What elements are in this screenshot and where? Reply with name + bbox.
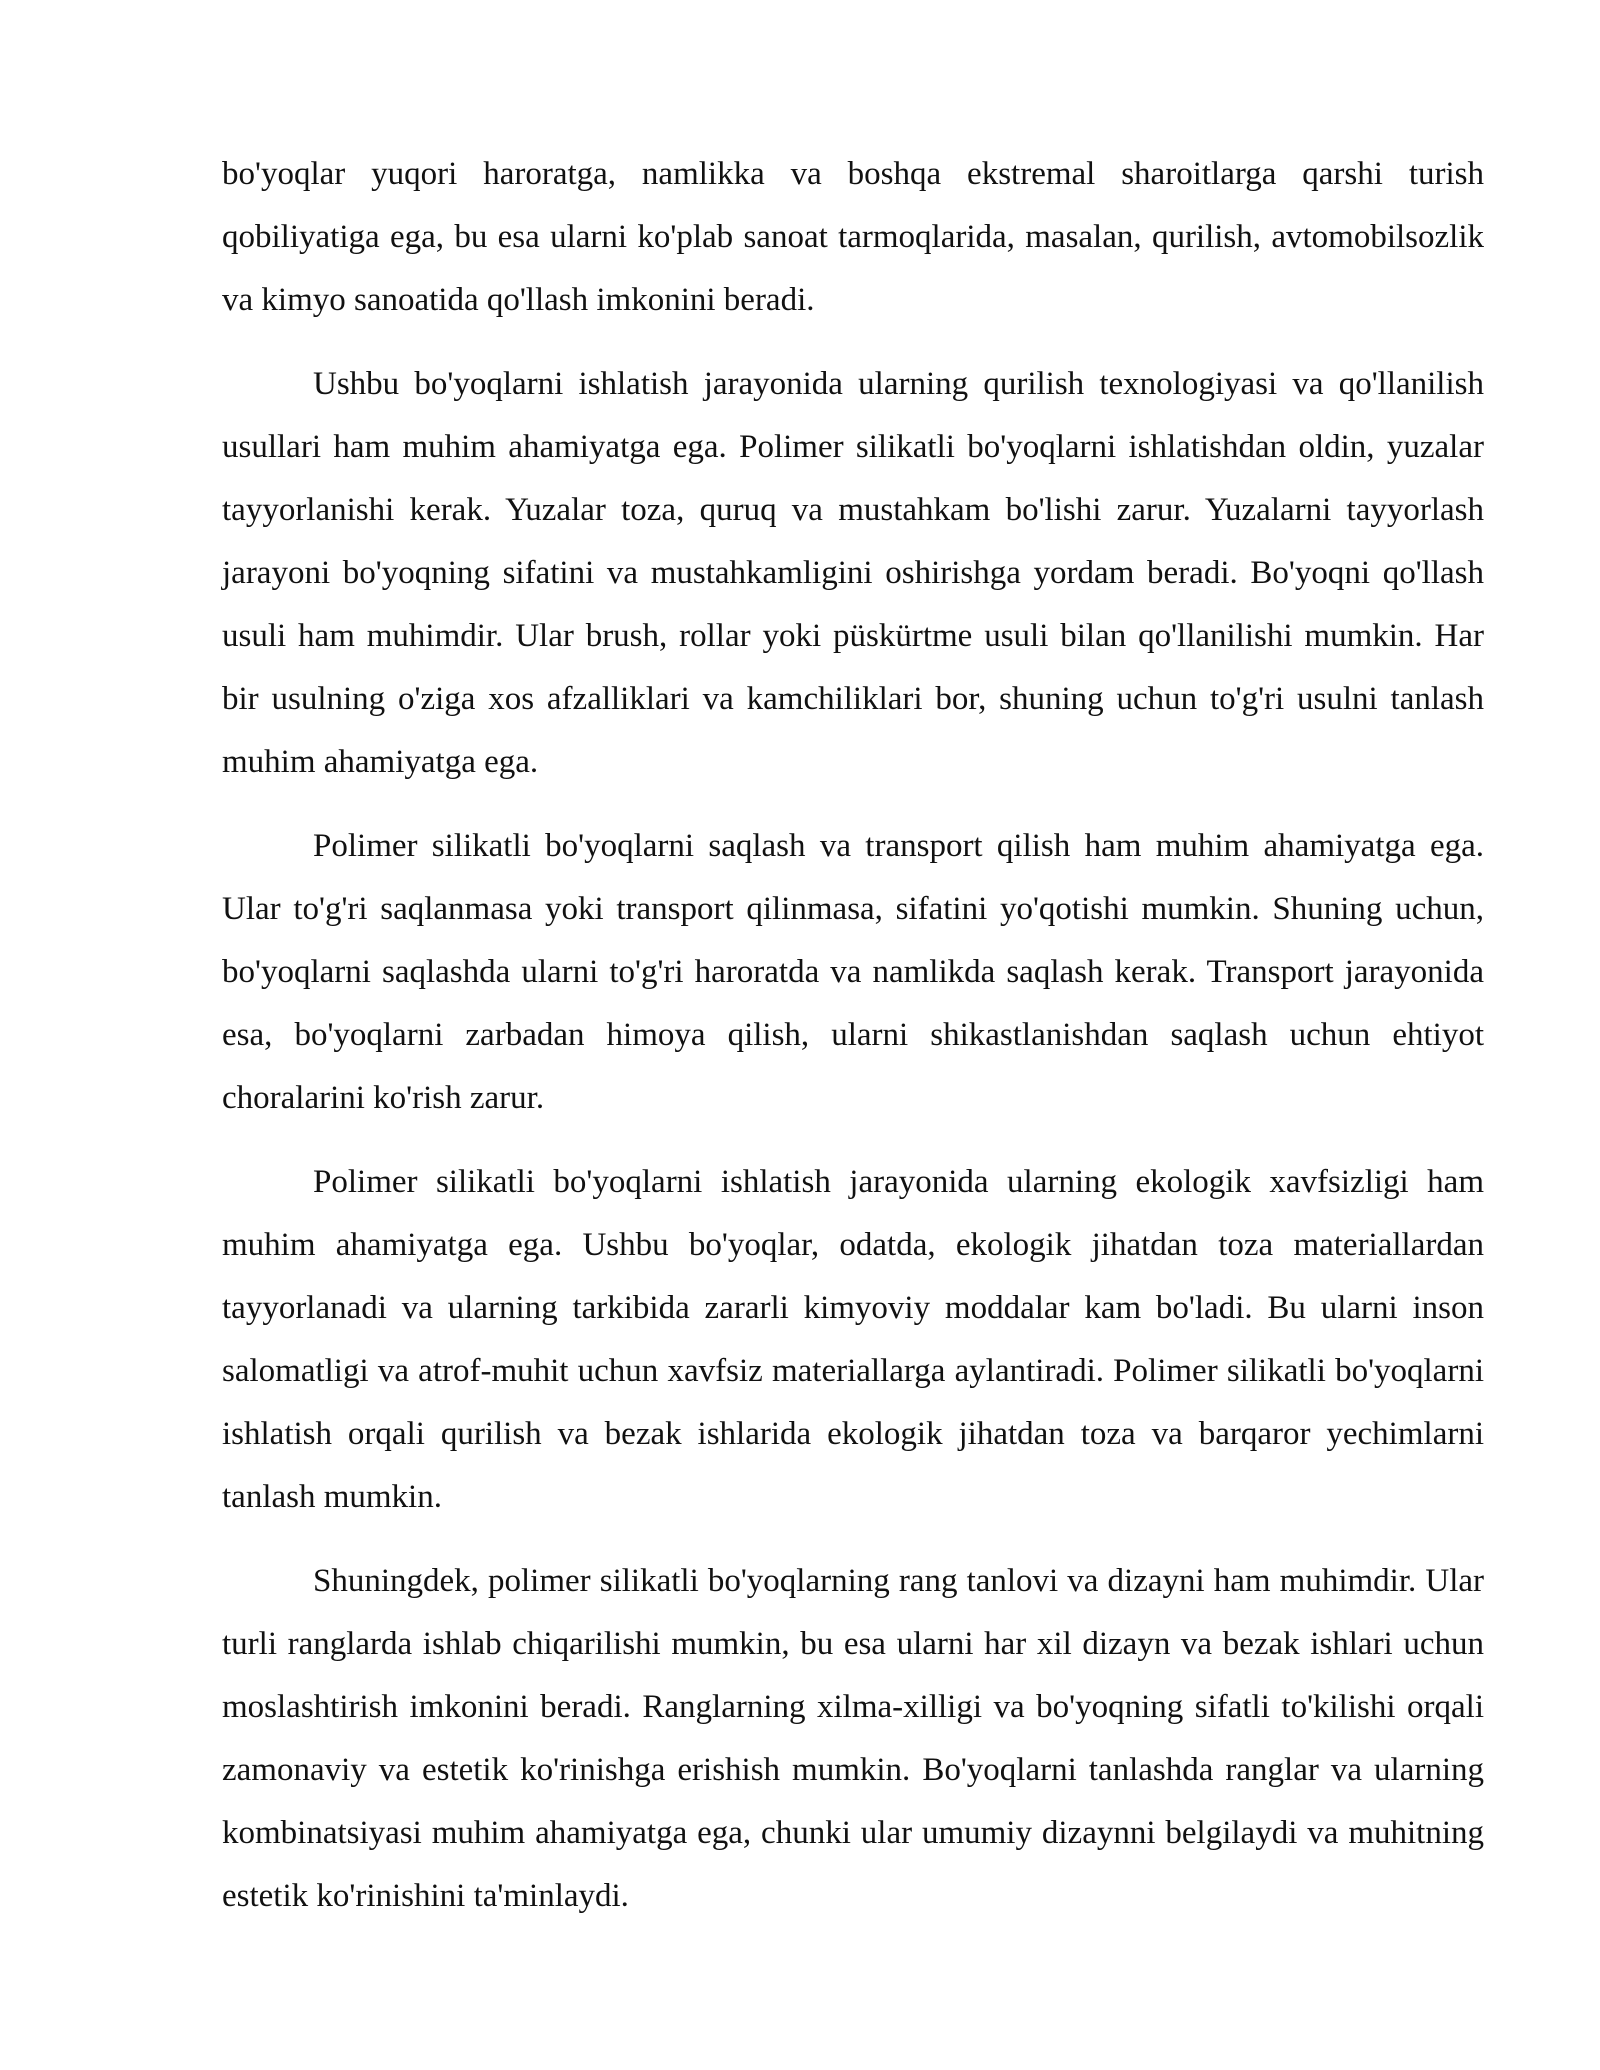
document-body	[222, 143, 1484, 1949]
paragraph-2: Ushbu bo'yoqlarni ishlatish jarayonida ularning qurilish texnologiyasi va qo'llanilish usullari ham muhim ahamiyatga ega. Polimer silikatli bo'yoqlarni ishlatishdan oldin, yuzalar tayyorlanishi kerak. Yuzalar toza, quruq va mustahkam bo'lishi zarur. Yuzalarni tayyorlash jarayoni bo'yoqning sifatini va mustahkamligini oshirishga yordam beradi. Bo'yoqni qo'llash usuli ham muhimdir. Ular brush, rollar yoki püskürtme usuli bilan qo'llanilishi mumkin. Har bir usulning o'ziga xos afzalliklari va kamchiliklari bor, shuning uchun to'g'ri usulni tanlash muhim ahamiyatga ega.	[222, 366, 1484, 780]
paragraph-4: Polimer silikatli bo'yoqlarni ishlatish jarayonida ularning ekologik xavfsizligi ham muhim ahamiyatga ega. Ushbu bo'yoqlar, odatda, ekologik jihatdan toza materiallardan tayyorlanadi va ularning tarkibida zararli kimyoviy moddalar kam bo'ladi. Bu ularni inson salomatligi va atrof-muhit uchun xavfsiz materiallarga aylantiradi. Polimer silikatli bo'yoqlarni ishlatish orqali qurilish va bezak ishlarida ekologik jihatdan toza va barqaror yechimlarni tanlash mumkin.	[222, 1164, 1484, 1515]
paragraph-1: bo'yoqlar yuqori haroratga, namlikka va boshqa ekstremal sharoitlarga qarshi turish qobiliyatiga ega, bu esa ularni ko'plab sanoat tarmoqlarida, masalan, qurilish, avtomobilsozlik va kimyo sanoatida qo'llash imkonini beradi.	[222, 156, 1484, 318]
paragraph-5: Shuningdek, polimer silikatli bo'yoqlarning rang tanlovi va dizayni ham muhimdir. Ular turli ranglarda ishlab chiqarilishi mumkin, bu esa ularni har xil dizayn va bezak ishlari uchun moslashtirish imkonini beradi. Ranglarning xilma-xilligi va bo'yoqning sifatli to'kilishi orqali zamonaviy va estetik ko'rinishga erishish mumkin. Bo'yoqlarni tanlashda ranglar va ularning kombinatsiyasi muhim ahamiyatga ega, chunki ular umumiy dizaynni belgilaydi va muhitning estetik ko'rinishini ta'minlaydi.	[222, 1563, 1484, 1914]
paragraph-3: Polimer silikatli bo'yoqlarni saqlash va transport qilish ham muhim ahamiyatga ega. Ular to'g'ri saqlanmasa yoki transport qilinmasa, sifatini yo'qotishi mumkin. Shuning uchun, bo'yoqlarni saqlashda ularni to'g'ri haroratda va namlikda saqlash kerak. Transport jarayonida esa, bo'yoqlarni zarbadan himoya qilish, ularni shikastlanishdan saqlash uchun ehtiyot choralarini ko'rish zarur.	[222, 828, 1484, 1116]
